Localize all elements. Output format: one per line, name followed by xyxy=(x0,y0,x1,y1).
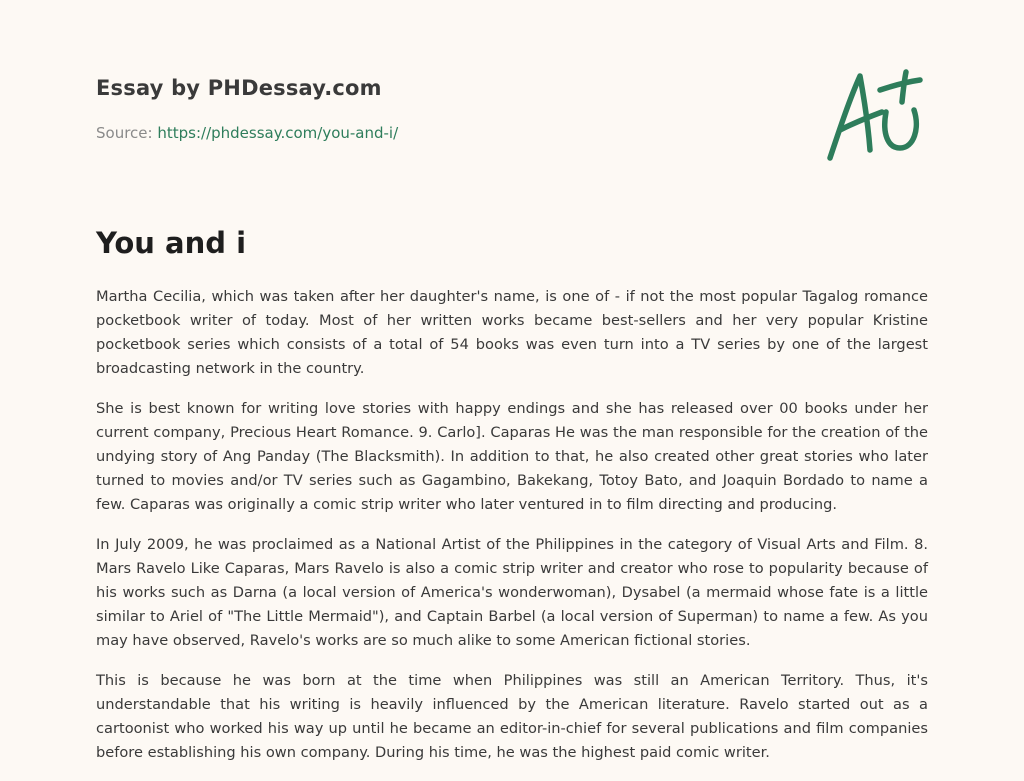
essay-paragraph: In July 2009, he was proclaimed as a National Artist of the Philippines in the category of Visual Arts and Film. 8. Mars Ravelo Like Caparas, Mars Ravelo is also a comic strip writer and creator who rose to popularity because of his works such as Darna (a local version of America's wonderwoman), Dysabel (a mermaid whose fate is a little similar to Ariel of "The Little Mermaid"), and Captain Barbel (a local version of Superman) to name a few. As you may have observed, Ravelo's works are so much alike to some American fictional stories. xyxy=(96,536,928,649)
essay-body xyxy=(96,285,928,781)
essay-paragraph: Martha Cecilia, which was taken after her daughter's name, is one of - if not the most popular Tagalog romance pocketbook writer of today. Most of her written works became best-sellers and her very popular Kristine pocketbook series which consists of a total of 54 books was even turn into a TV series by one of the largest broadcasting network in the country. xyxy=(96,288,928,377)
site-title: Essay by PHDessay.com xyxy=(96,76,382,100)
source-line xyxy=(96,124,398,142)
essay-title: You and i xyxy=(96,226,247,260)
source-link[interactable]: https://phdessay.com/you-and-i/ xyxy=(157,124,399,142)
a-plus-grade-icon xyxy=(826,68,926,163)
source-label: Source: xyxy=(96,124,153,142)
essay-paragraph: She is best known for writing love stories with happy endings and she has released over 00 books under her current company, Precious Heart Romance. 9. Carlo]. Caparas He was the man responsible for the creation of the undying story of Ang Panday (The Blacksmith). In addition to that, he also created other great stories who later turned to movies and/or TV series such as Gagambino, Bakekang, Totoy Bato, and Joaquin Bordado to name a few. Caparas was originally a comic strip writer who later ventured in to film directing and producing. xyxy=(96,400,928,513)
essay-paragraph: This is because he was born at the time when Philippines was still an American Territory. Thus, it's understandable that his writing is heavily influenced by the American literature. Ravelo started out as a cartoonist who worked his way up until he became an editor-in-chief for several publications and film companies before establishing his own company. During his time, he was the highest paid comic writer. xyxy=(96,672,928,761)
